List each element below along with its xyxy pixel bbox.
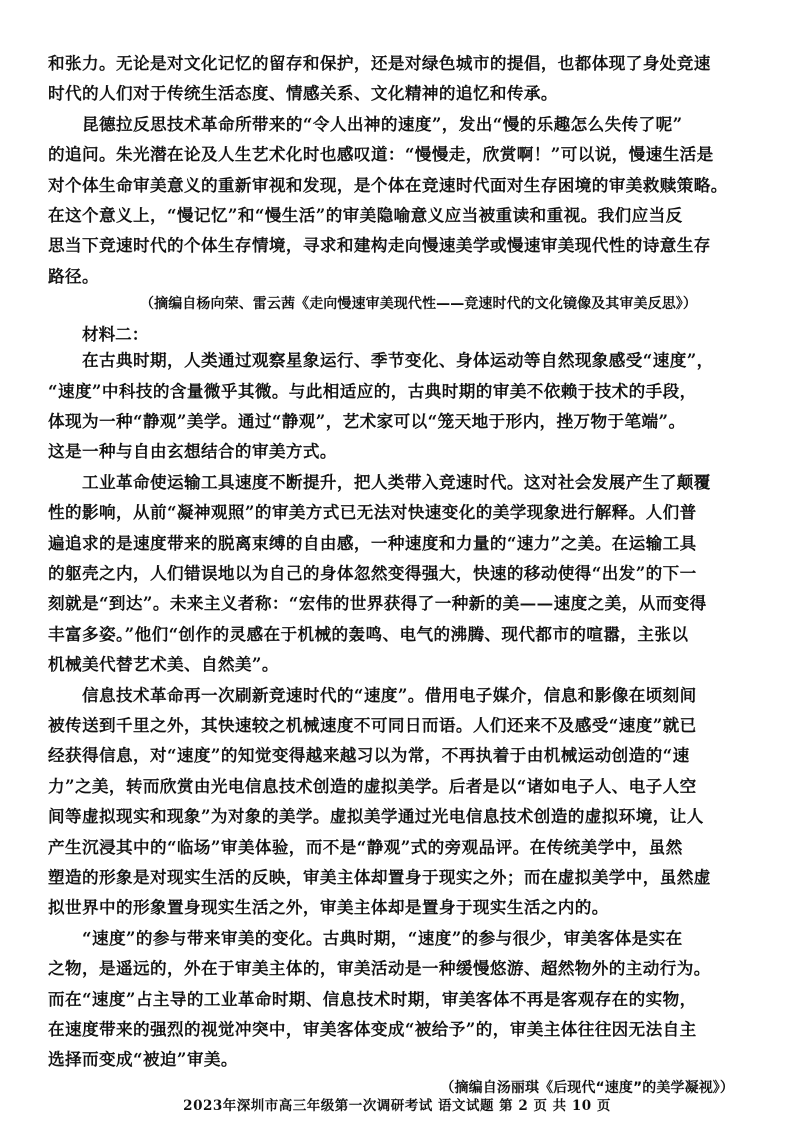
text-line: 在古典时期，人类通过观察星象运行、季节变化、身体运动等自然现象感受“速度”， [82,350,714,371]
text-line: 塑造的形象是对现实生活的反映，审美主体却置身于现实之外；而在虚拟美学中，虽然虚 [48,867,711,887]
text-line: 体现为一种“静观”美学。通过“静观”，艺术家可以“笼天地于形内，挫万物于笔端”。 [48,411,686,431]
text-line: 在这个意义上，“慢记忆”和“慢生活”的审美隐喻意义应当被重读和重视。我们应当反 [48,205,683,225]
page-footer: 2023年深圳市高三年级第一次调研考试 语文试题 第 2 页 共 10 页 [183,1098,611,1114]
text-line: 工业革命使运输工具速度不断提升，把人类带入竞速时代。这对社会发展产生了颠覆 [82,471,711,492]
text-line: “速度”中科技的含量微乎其微。与此相适应的，古典时期的审美不依赖于技术的手段， [48,380,697,401]
text-line: 之物，是遥远的，外在于审美主体的，审美活动是一种缓慢悠游、超然物外的主动行为。 [48,958,711,979]
text-line: 拟世界中的形象置身现实生活之外，审美主体却是置身于现实生活之内的。 [48,897,609,918]
text-line: 选择而变成“被迫”审美。 [48,1049,238,1070]
text-line: 而在“速度”占主导的工业革命时期、信息技术时期，审美客体不再是客观存在的实物， [48,988,697,1009]
text-line: 时代的人们对于传统生活态度、情感关系、文化精神的追忆和传承。 [48,83,558,104]
text-line: 刻就是“到达”。未来主义者称：“宏伟的世界获得了一种新的美——速度之美，从而变得 [48,593,707,614]
text-line: 这是一种与自由玄想结合的审美方式。 [48,441,337,462]
text-line: 思当下竞速时代的个体生存情境，寻求和建构走向慢速美学或慢速审美现代性的诗意生存 [48,235,711,256]
text-line: 对个体生命审美意义的重新审视和发现，是个体在竞速时代面对生存困境的审美救赎策略。 [48,174,728,195]
text-line: 在速度带来的强烈的视觉冲突中，审美客体变成“被给予”的，审美主体往往因无法自主 [48,1019,697,1039]
text-line: 路径。 [48,265,99,286]
text-line: 性的影响，从前“凝神观照”的审美方式已无法对快速变化的美学现象进行解释。人们普 [48,502,697,523]
text-line: 和张力。无论是对文化记忆的留存和保护，还是对绿色城市的提倡，也都体现了身处竞速 [48,53,711,73]
text-line: 昆德拉反思技术革命所带来的“令人出神的速度”，发出“慢的乐趣怎么失传了呢” [82,113,683,134]
text-line: 的躯壳之内，人们错误地以为自己的身体忽然变得强大，快速的移动使得“出发”的下一 [48,563,697,583]
text-line: 产生沉浸其中的“临场”审美体验，而不是“静观”式的旁观品评。在传统美学中，虽然 [48,836,683,857]
text-line: 信息技术革命再一次刷新竞速时代的“速度”。借用电子媒介，信息和影像在顷刻间 [82,684,697,705]
text-line: 力”之美，转而欣赏由光电信息技术创造的虚拟美学。后者是以“诸如电子人、电子人空 [48,775,697,796]
material-heading: 材料二： [82,325,149,345]
text-line: 机械美代替艺术美、自然美”。 [48,654,279,675]
text-line: “速度”的参与带来审美的变化。古典时期，“速度”的参与很少，审美客体是实在 [82,927,683,948]
text-line: 间等虚拟现实和现象”为对象的美学。虚拟美学通过光电信息技术创造的虚拟环境，让人 [48,806,704,827]
text-line: 经获得信息，对“速度”的知觉变得越来越习以为常，不再执着于由机械运动创造的“速 [48,745,690,766]
text-line: 遍追求的是速度带来的脱离束缚的自由感，一种速度和力量的“速力”之美。在运输工具 [48,532,697,553]
source-citation: （摘编自汤丽琪《后现代“速度”的美学凝视》） [440,1079,734,1096]
source-citation: （摘编自杨向荣、雷云茜《走向慢速审美现代性——竞速时代的文化镜像及其审美反思》） [140,296,697,313]
text-line: 丰富多姿。”他们“创作的灵感在于机械的轰鸣、电气的沸腾、现代都市的喧嚣，主张以 [48,623,689,644]
text-line: 被传送到千里之外，其快速较之机械速度不可同日而语。人们还来不及感受“速度”就已 [48,715,697,735]
text-line: 的追问。朱光潜在论及人生艺术化时也感叹道：“慢慢走，欣赏啊！”可以说，慢速生活是 [48,144,714,165]
